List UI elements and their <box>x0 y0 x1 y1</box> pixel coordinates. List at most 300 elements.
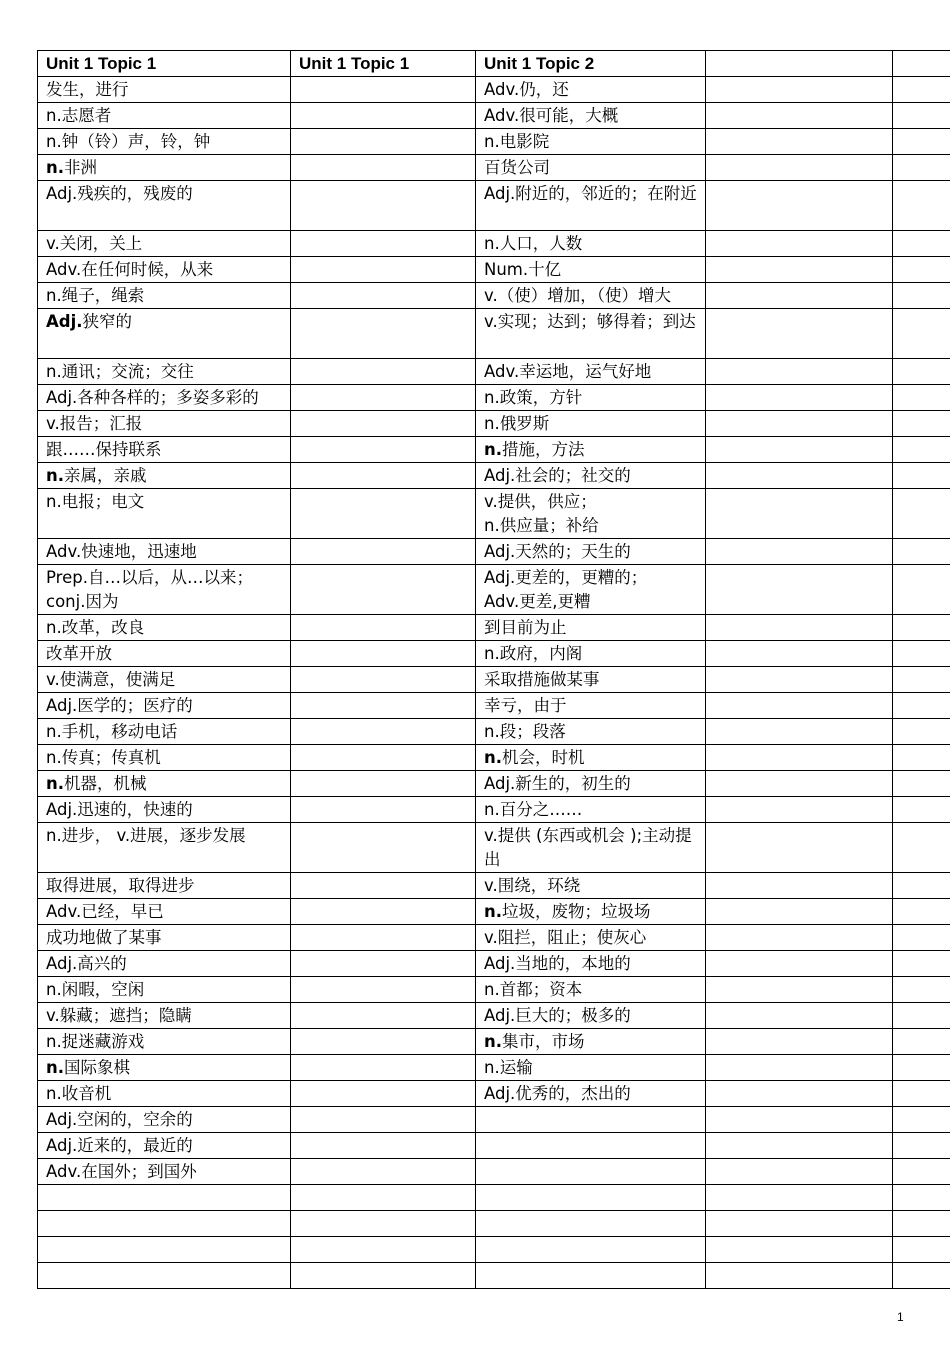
cell-topic2-word <box>706 1029 893 1055</box>
cell-topic1-meaning <box>38 565 291 615</box>
cell-topic1-meaning <box>38 1055 291 1081</box>
table-row <box>38 489 950 539</box>
entry-text: Adj.优秀的，杰出的 <box>484 1084 631 1103</box>
cell-topic2-word <box>706 615 893 641</box>
cell-topic2-word <box>706 823 893 873</box>
table-row <box>38 797 950 823</box>
cell-extra <box>893 693 950 719</box>
cell-extra <box>893 1107 950 1133</box>
cell-topic2-meaning <box>476 437 706 463</box>
cell-topic1-meaning <box>38 719 291 745</box>
entry-text: n.收音机 <box>46 1084 112 1103</box>
entry-text: Adv.已经，早已 <box>46 902 164 921</box>
cell-topic2-meaning <box>476 873 706 899</box>
entry-text: v.使满意，使满足 <box>46 670 176 689</box>
cell-topic1-word <box>291 951 476 977</box>
cell-topic1-meaning <box>38 231 291 257</box>
entry-text: Adv.快速地，迅速地 <box>46 542 197 561</box>
cell-topic1-word <box>291 1159 476 1185</box>
table-row <box>38 411 950 437</box>
entry-text: Adj.近来的，最近的 <box>46 1136 193 1155</box>
table-row <box>38 181 950 231</box>
cell-extra <box>893 283 950 309</box>
cell-extra <box>893 77 950 103</box>
entry-text: 跟……保持联系 <box>46 440 162 459</box>
entry-text: n.人口，人数 <box>484 234 583 253</box>
cell-topic2-meaning <box>476 719 706 745</box>
cell-extra <box>893 667 950 693</box>
cell-topic2-meaning <box>476 1003 706 1029</box>
cell-topic1-word <box>291 873 476 899</box>
cell-topic2-meaning <box>476 1029 706 1055</box>
entry-text: 亲属，亲戚 <box>64 466 147 485</box>
cell-topic1-word <box>291 1211 476 1237</box>
cell-extra <box>893 1081 950 1107</box>
cell-extra <box>893 489 950 539</box>
cell-topic1-word <box>291 181 476 231</box>
entry-text: Prep.自…以后，从…以来； <box>46 568 253 587</box>
cell-topic1-word <box>291 823 476 873</box>
table-row <box>38 823 950 873</box>
page-number: 1 <box>897 1310 904 1324</box>
cell-topic1-meaning <box>38 925 291 951</box>
cell-extra <box>893 1003 950 1029</box>
table-row <box>38 1055 950 1081</box>
table-row <box>38 1081 950 1107</box>
cell-topic1-meaning <box>38 771 291 797</box>
cell-topic1-meaning <box>38 463 291 489</box>
cell-topic2-word <box>706 385 893 411</box>
entry-text: 集市，市场 <box>502 1032 585 1051</box>
cell-extra <box>893 309 950 359</box>
cell-topic2-meaning <box>476 1159 706 1185</box>
cell-extra <box>893 1029 950 1055</box>
cell-extra <box>893 231 950 257</box>
cell-topic2-meaning <box>476 899 706 925</box>
cell-topic1-meaning <box>38 823 291 873</box>
cell-topic2-meaning <box>476 181 706 231</box>
entry-text: 非洲 <box>64 158 98 177</box>
cell-topic1-meaning <box>38 977 291 1003</box>
entry-text: Adj.社会的；社交的 <box>484 466 631 485</box>
cell-topic2-word <box>706 771 893 797</box>
entry-text: v.（使）增加，（使）增大 <box>484 286 671 305</box>
cell-topic2-meaning <box>476 411 706 437</box>
cell-topic2-word <box>706 719 893 745</box>
cell-extra <box>893 103 950 129</box>
cell-extra <box>893 1263 950 1289</box>
cell-topic1-word <box>291 797 476 823</box>
cell-topic1-meaning <box>38 489 291 539</box>
table-row <box>38 565 950 615</box>
cell-topic1-meaning <box>38 951 291 977</box>
cell-topic1-word <box>291 1185 476 1211</box>
cell-topic2-meaning <box>476 489 706 539</box>
cell-topic2-meaning <box>476 463 706 489</box>
cell-topic1-word <box>291 745 476 771</box>
table-row <box>38 463 950 489</box>
entry-text: Adj.新生的，初生的 <box>484 774 631 793</box>
table-row <box>38 257 950 283</box>
entry-text: 取得进展，取得进步 <box>46 876 195 895</box>
cell-topic1-word <box>291 1107 476 1133</box>
table-row <box>38 641 950 667</box>
entry-text: v.实现；达到；够得着；到达 <box>484 312 696 331</box>
table-row <box>38 129 950 155</box>
cell-extra <box>893 771 950 797</box>
cell-extra <box>893 257 950 283</box>
entry-text: 机器，机械 <box>64 774 147 793</box>
cell-topic2-word <box>706 437 893 463</box>
cell-topic1-meaning <box>38 693 291 719</box>
entry-text: Adj.各种各样的；多姿多彩的 <box>46 388 259 407</box>
entry-text: v.关闭，关上 <box>46 234 143 253</box>
table-row <box>38 1133 950 1159</box>
cell-topic2-meaning <box>476 771 706 797</box>
entry-text: n.俄罗斯 <box>484 414 550 433</box>
entry-text: n.运输 <box>484 1058 533 1077</box>
table-row <box>38 1029 950 1055</box>
cell-topic1-word <box>291 359 476 385</box>
cell-topic2-word <box>706 925 893 951</box>
cell-topic1-meaning <box>38 309 291 359</box>
entry-text: Adj. <box>46 312 83 331</box>
table-row <box>38 899 950 925</box>
cell-topic1-word <box>291 437 476 463</box>
cell-topic2-meaning <box>476 797 706 823</box>
cell-extra <box>893 463 950 489</box>
entry-text: 成功地做了某事 <box>46 928 162 947</box>
entry-text: n.进步， v.进展，逐步发展 <box>46 826 246 845</box>
entry-text: n.供应量；补给 <box>484 516 599 535</box>
cell-extra <box>893 925 950 951</box>
entry-text: n.闲暇，空闲 <box>46 980 145 999</box>
header-row <box>38 51 950 77</box>
cell-topic2-word <box>706 1237 893 1263</box>
entry-text: n.首都；资本 <box>484 980 583 999</box>
cell-topic2-meaning <box>476 257 706 283</box>
cell-topic1-word <box>291 77 476 103</box>
cell-topic1-meaning <box>38 77 291 103</box>
cell-topic1-meaning <box>38 359 291 385</box>
cell-topic2-word <box>706 951 893 977</box>
entry-text: n. <box>484 748 503 767</box>
cell-extra <box>893 1185 950 1211</box>
cell-extra <box>893 539 950 565</box>
cell-topic2-meaning <box>476 283 706 309</box>
cell-topic2-meaning <box>476 129 706 155</box>
cell-topic1-word <box>291 103 476 129</box>
entry-text: conj.因为 <box>46 592 119 611</box>
entry-text: Adv.在国外；到国外 <box>46 1162 197 1181</box>
cell-topic1-meaning <box>38 1263 291 1289</box>
header-col-2: Unit 1 Topic 1 <box>291 51 476 77</box>
cell-extra <box>893 1133 950 1159</box>
cell-topic1-word <box>291 1263 476 1289</box>
entry-text: v.提供 (东西或机会 );主动提出 <box>484 826 692 869</box>
entry-text: v.阻拦，阻止；使灰心 <box>484 928 647 947</box>
table-row <box>38 1003 950 1029</box>
entry-text: Adv.仍，还 <box>484 80 569 99</box>
cell-topic2-meaning <box>476 1263 706 1289</box>
entry-text: 国际象棋 <box>64 1058 131 1077</box>
cell-topic2-meaning <box>476 77 706 103</box>
cell-extra <box>893 359 950 385</box>
cell-topic2-meaning <box>476 1081 706 1107</box>
cell-topic1-word <box>291 925 476 951</box>
cell-extra <box>893 437 950 463</box>
cell-topic1-word <box>291 309 476 359</box>
cell-extra <box>893 1237 950 1263</box>
entry-text: Num.十亿 <box>484 260 562 279</box>
cell-topic2-word <box>706 641 893 667</box>
cell-topic1-meaning <box>38 103 291 129</box>
table-row <box>38 1237 950 1263</box>
entry-text: n.政府，内阁 <box>484 644 583 663</box>
entry-text: 发生，进行 <box>46 80 129 99</box>
table-row <box>38 359 950 385</box>
entry-text: n. <box>46 158 65 177</box>
cell-topic1-word <box>291 1055 476 1081</box>
cell-topic2-word <box>706 1107 893 1133</box>
entry-text: Adj.高兴的 <box>46 954 127 973</box>
header-col-5 <box>893 51 950 77</box>
cell-topic2-word <box>706 667 893 693</box>
cell-topic2-word <box>706 1081 893 1107</box>
cell-topic1-meaning <box>38 283 291 309</box>
cell-topic2-word <box>706 1185 893 1211</box>
table-row <box>38 951 950 977</box>
cell-topic2-meaning <box>476 309 706 359</box>
entry-text: n.传真；传真机 <box>46 748 161 767</box>
table-row <box>38 771 950 797</box>
table-row <box>38 1211 950 1237</box>
cell-extra <box>893 411 950 437</box>
table-row <box>38 1263 950 1289</box>
cell-topic1-word <box>291 231 476 257</box>
entry-text: n.政策，方针 <box>484 388 583 407</box>
cell-topic2-word <box>706 693 893 719</box>
cell-topic2-word <box>706 1211 893 1237</box>
cell-topic1-word <box>291 257 476 283</box>
cell-topic2-word <box>706 129 893 155</box>
entry-text: n.电影院 <box>484 132 550 151</box>
cell-topic1-meaning <box>38 1107 291 1133</box>
cell-topic2-meaning <box>476 1211 706 1237</box>
cell-topic1-meaning <box>38 745 291 771</box>
table-row <box>38 693 950 719</box>
entry-text: 机会，时机 <box>502 748 585 767</box>
cell-topic2-meaning <box>476 359 706 385</box>
table-row <box>38 231 950 257</box>
cell-extra <box>893 951 950 977</box>
cell-extra <box>893 745 950 771</box>
entry-text: v.躲藏；遮挡；隐瞒 <box>46 1006 192 1025</box>
cell-topic2-meaning <box>476 693 706 719</box>
cell-topic1-meaning <box>38 899 291 925</box>
cell-topic2-meaning <box>476 103 706 129</box>
cell-topic1-meaning <box>38 155 291 181</box>
entry-text: Adj.巨大的；极多的 <box>484 1006 631 1025</box>
entry-text: Adj.附近的，邻近的；在附近 <box>484 184 697 203</box>
cell-topic1-word <box>291 155 476 181</box>
cell-topic1-meaning <box>38 1081 291 1107</box>
cell-topic1-meaning <box>38 1003 291 1029</box>
cell-topic2-meaning <box>476 1185 706 1211</box>
cell-topic1-meaning <box>38 1237 291 1263</box>
cell-topic1-word <box>291 899 476 925</box>
entry-text: 幸亏，由于 <box>484 696 567 715</box>
cell-topic2-word <box>706 899 893 925</box>
cell-topic2-meaning <box>476 231 706 257</box>
cell-topic2-meaning <box>476 641 706 667</box>
cell-topic2-word <box>706 155 893 181</box>
cell-topic2-meaning <box>476 1055 706 1081</box>
entry-text: 改革开放 <box>46 644 112 663</box>
cell-topic1-meaning <box>38 1185 291 1211</box>
entry-text: n.绳子，绳索 <box>46 286 145 305</box>
entry-text: v.报告；汇报 <box>46 414 143 433</box>
cell-topic1-meaning <box>38 797 291 823</box>
entry-text: Adj.医学的；医疗的 <box>46 696 193 715</box>
entry-text: Adv.幸运地，运气好地 <box>484 362 652 381</box>
cell-topic2-word <box>706 977 893 1003</box>
cell-topic2-word <box>706 1263 893 1289</box>
entry-text: Adj.迅速的，快速的 <box>46 800 193 819</box>
cell-topic1-meaning <box>38 385 291 411</box>
entry-text: n. <box>46 466 65 485</box>
entry-text: n.钟（铃）声，铃，钟 <box>46 132 211 151</box>
cell-extra <box>893 129 950 155</box>
cell-extra <box>893 873 950 899</box>
cell-topic2-meaning <box>476 1133 706 1159</box>
cell-topic1-word <box>291 1237 476 1263</box>
entry-text: n. <box>484 902 503 921</box>
vocab-body <box>38 77 950 1289</box>
cell-topic1-word <box>291 615 476 641</box>
entry-text: Adv.很可能，大概 <box>484 106 619 125</box>
cell-topic2-word <box>706 1159 893 1185</box>
cell-topic2-word <box>706 565 893 615</box>
entry-text: n. <box>484 1032 503 1051</box>
table-row <box>38 155 950 181</box>
table-row <box>38 745 950 771</box>
table-row <box>38 437 950 463</box>
table-row <box>38 1159 950 1185</box>
cell-topic2-word <box>706 181 893 231</box>
entry-text: n.段；段落 <box>484 722 566 741</box>
cell-topic1-word <box>291 129 476 155</box>
cell-topic2-word <box>706 539 893 565</box>
cell-extra <box>893 977 950 1003</box>
cell-topic1-meaning <box>38 1211 291 1237</box>
vocabulary-table <box>37 50 950 1289</box>
entry-text: 狭窄的 <box>82 312 133 331</box>
entry-text: n.手机，移动电话 <box>46 722 178 741</box>
entry-text: 采取措施做某事 <box>484 670 600 689</box>
cell-topic1-word <box>291 1133 476 1159</box>
cell-topic1-meaning <box>38 437 291 463</box>
table-row <box>38 103 950 129</box>
cell-topic2-word <box>706 103 893 129</box>
cell-topic1-meaning <box>38 1133 291 1159</box>
table-row <box>38 615 950 641</box>
cell-topic1-word <box>291 411 476 437</box>
entry-text: n.百分之…… <box>484 800 583 819</box>
cell-topic1-word <box>291 385 476 411</box>
table-row <box>38 385 950 411</box>
cell-topic1-meaning <box>38 1029 291 1055</box>
cell-topic2-word <box>706 231 893 257</box>
cell-topic2-meaning <box>476 1237 706 1263</box>
cell-topic1-meaning <box>38 1159 291 1185</box>
cell-topic2-word <box>706 309 893 359</box>
cell-topic1-word <box>291 977 476 1003</box>
cell-extra <box>893 181 950 231</box>
table-row <box>38 719 950 745</box>
cell-topic2-word <box>706 745 893 771</box>
cell-topic1-meaning <box>38 641 291 667</box>
entry-text: v.提供，供应； <box>484 492 597 511</box>
cell-topic2-meaning <box>476 565 706 615</box>
entry-text: Adj.残疾的，残废的 <box>46 184 193 203</box>
cell-extra <box>893 1211 950 1237</box>
cell-topic2-meaning <box>476 155 706 181</box>
cell-extra <box>893 1159 950 1185</box>
cell-topic1-meaning <box>38 411 291 437</box>
table-row <box>38 873 950 899</box>
table-row <box>38 1185 950 1211</box>
cell-topic2-word <box>706 489 893 539</box>
cell-topic2-word <box>706 283 893 309</box>
entry-text: 垃圾，废物；垃圾场 <box>502 902 651 921</box>
cell-topic2-word <box>706 463 893 489</box>
cell-topic2-word <box>706 873 893 899</box>
cell-extra <box>893 719 950 745</box>
entry-text: n.通讯；交流；交往 <box>46 362 194 381</box>
cell-topic2-meaning <box>476 667 706 693</box>
cell-topic1-meaning <box>38 129 291 155</box>
cell-topic1-word <box>291 1029 476 1055</box>
cell-extra <box>893 641 950 667</box>
header-col-1: Unit 1 Topic 1 <box>38 51 291 77</box>
cell-topic1-meaning <box>38 615 291 641</box>
table-row <box>38 539 950 565</box>
cell-topic2-word <box>706 1055 893 1081</box>
table-row <box>38 77 950 103</box>
header-col-3: Unit 1 Topic 2 <box>476 51 706 77</box>
cell-extra <box>893 155 950 181</box>
table-row <box>38 309 950 359</box>
table-row <box>38 1107 950 1133</box>
cell-topic2-word <box>706 797 893 823</box>
cell-topic2-meaning <box>476 615 706 641</box>
cell-extra <box>893 1055 950 1081</box>
cell-topic2-meaning <box>476 539 706 565</box>
cell-topic1-word <box>291 489 476 539</box>
cell-topic1-word <box>291 463 476 489</box>
cell-topic1-meaning <box>38 667 291 693</box>
cell-topic1-word <box>291 667 476 693</box>
cell-topic2-meaning <box>476 925 706 951</box>
cell-topic2-word <box>706 257 893 283</box>
header-col-4 <box>706 51 893 77</box>
cell-extra <box>893 797 950 823</box>
entry-text: n.志愿者 <box>46 106 112 125</box>
cell-extra <box>893 615 950 641</box>
cell-topic1-meaning <box>38 873 291 899</box>
table-row <box>38 283 950 309</box>
